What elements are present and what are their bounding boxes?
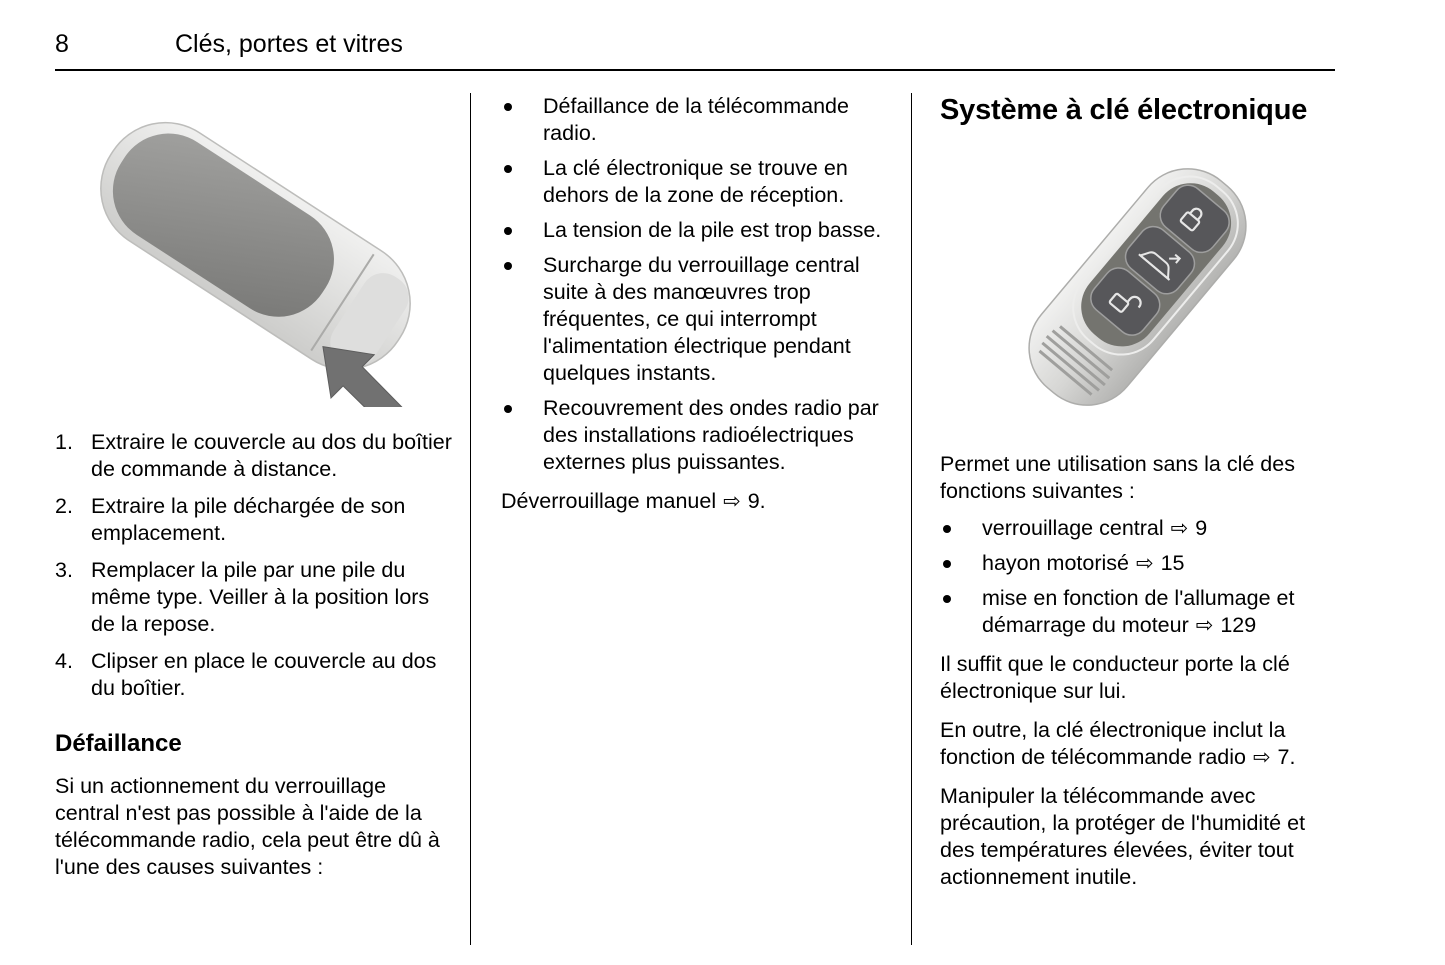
column-right bbox=[912, 93, 1335, 945]
driver-carry-paragraph: Il suffit que le conducteur porte la clé électronique sur lui. bbox=[940, 652, 1290, 703]
bullet-text: Recouvrement des ondes radio par des installations radioélectriques externes plus puissantes. bbox=[543, 396, 879, 474]
step-number: 4. bbox=[55, 649, 73, 673]
list-item bbox=[940, 550, 1335, 577]
list-item bbox=[501, 93, 889, 147]
key-fob-battery-figure bbox=[55, 95, 456, 407]
page-ref-icon: ⇨ bbox=[1195, 614, 1214, 637]
page-ref-number: 7. bbox=[1277, 745, 1296, 769]
keyless-functions-list bbox=[940, 515, 1335, 639]
page-ref-number: 129 bbox=[1220, 613, 1257, 637]
column-left bbox=[55, 93, 470, 945]
step-text: Clipser en place le couvercle au dos du boîtier. bbox=[91, 649, 437, 700]
page-number: 8 bbox=[55, 30, 69, 58]
page-ref-icon: ⇨ bbox=[1170, 517, 1189, 540]
manual-unlock-label: Déverrouillage manuel bbox=[501, 489, 717, 513]
list-item bbox=[501, 395, 889, 476]
content-columns bbox=[55, 93, 1335, 945]
remote-included-paragraph: En outre, la clé électronique inclut la fonction de télécommande radio ⇨ 7. bbox=[940, 718, 1296, 769]
key-fob-illustration bbox=[55, 95, 456, 407]
bullet-text: Surcharge du verrouillage central suite à des manœuvres trop fréquentes, ce qui interrompt l'alimentation électrique pendant quelques instants. bbox=[543, 253, 860, 385]
bullet-icon bbox=[504, 405, 512, 413]
step-number: 1. bbox=[55, 430, 73, 454]
page-ref-number: 9 bbox=[1195, 516, 1208, 540]
column-middle bbox=[470, 93, 912, 945]
defaillance-heading: Défaillance bbox=[55, 730, 182, 757]
intro-paragraph: Permet une utilisation sans la clé des fonctions suivantes : bbox=[940, 452, 1295, 503]
bullet-text: hayon motorisé ⇨ 15 bbox=[982, 551, 1185, 575]
list-item bbox=[940, 515, 1335, 542]
failure-causes-list bbox=[501, 93, 889, 476]
bullet-icon bbox=[943, 525, 951, 533]
step-text: Extraire la pile déchargée de son emplacement. bbox=[91, 494, 406, 545]
bullet-text: Défaillance de la télécommande radio. bbox=[543, 94, 849, 145]
page-ref-number: 9. bbox=[747, 489, 766, 513]
header-rule bbox=[55, 69, 1335, 71]
bullet-text: La tension de la pile est trop basse. bbox=[543, 218, 882, 242]
chapter-title: Clés, portes et vitres bbox=[175, 30, 403, 58]
bullet-icon bbox=[504, 227, 512, 235]
bullet-text: verrouillage central ⇨ 9 bbox=[982, 516, 1208, 540]
step-text: Remplacer la pile par une pile du même type. Veiller à la position lors de la repose. bbox=[91, 558, 430, 636]
section-title: Système à clé électronique bbox=[940, 94, 1308, 126]
bullet-icon bbox=[943, 595, 951, 603]
bullet-text: mise en fonction de l'allumage et démarrage du moteur ⇨ 129 bbox=[982, 586, 1295, 637]
step-text: Extraire le couvercle au dos du boîtier de commande à distance. bbox=[91, 430, 452, 481]
page-ref-number: 15 bbox=[1160, 551, 1185, 575]
list-item bbox=[55, 557, 456, 638]
list-item bbox=[55, 648, 456, 702]
step-number: 2. bbox=[55, 494, 73, 518]
list-item bbox=[501, 252, 889, 387]
electronic-key-figure bbox=[940, 137, 1335, 437]
list-item bbox=[55, 493, 456, 547]
manual-unlock-reference bbox=[501, 488, 889, 515]
list-item bbox=[501, 217, 889, 244]
bullet-icon bbox=[504, 103, 512, 111]
page-ref-icon: ⇨ bbox=[723, 490, 741, 513]
defaillance-paragraph: Si un actionnement du verrouillage central n'est pas possible à l'aide de la télécommande radio, cela peut être dû à l'une des causes suivantes : bbox=[55, 774, 440, 879]
bullet-icon bbox=[943, 560, 951, 568]
page-ref-icon: ⇨ bbox=[1252, 746, 1271, 769]
list-item bbox=[501, 155, 889, 209]
bullet-text: La clé électronique se trouve en dehors de la zone de réception. bbox=[543, 156, 848, 207]
arrow-icon bbox=[323, 347, 423, 407]
electronic-key-illustration bbox=[940, 137, 1335, 437]
list-item bbox=[55, 429, 456, 483]
page-ref-icon: ⇨ bbox=[1135, 552, 1154, 575]
handling-caution-paragraph: Manipuler la télécommande avec précaution, la protéger de l'humidité et des températures élevées, éviter tout actionnement inutile. bbox=[940, 784, 1306, 889]
list-item bbox=[940, 585, 1335, 639]
bullet-icon bbox=[504, 165, 512, 173]
battery-replacement-steps bbox=[55, 429, 456, 702]
step-number: 3. bbox=[55, 558, 73, 582]
bullet-icon bbox=[504, 262, 512, 270]
page-header bbox=[55, 30, 1335, 59]
